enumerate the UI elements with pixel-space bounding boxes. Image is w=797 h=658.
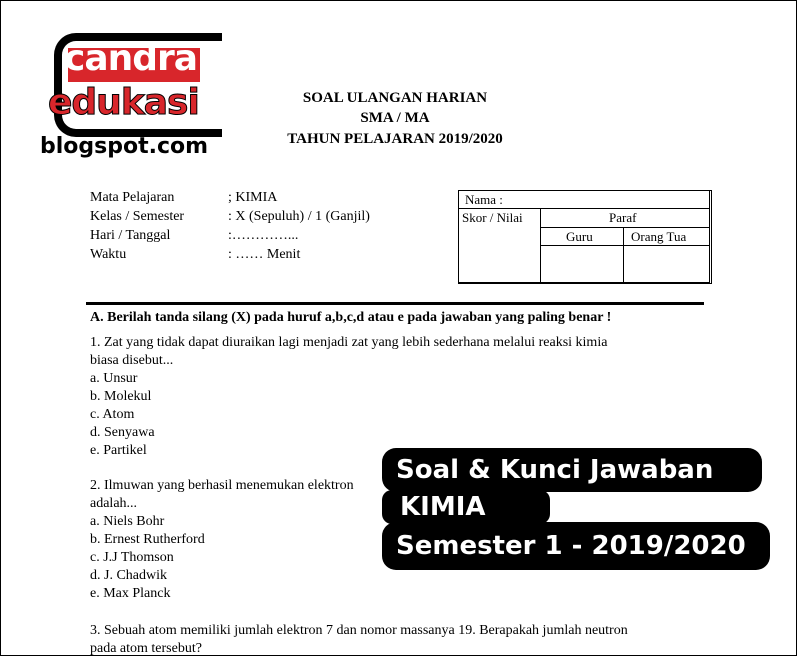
name-cell	[458, 190, 710, 209]
class-value: : X (Sepuluh) / 1 (Ganjil)	[228, 209, 370, 224]
title-line-1: SOAL ULANGAN HARIAN	[302, 90, 488, 106]
logo-edukasi: edukasi	[48, 82, 199, 123]
date-label: Hari / Tanggal	[90, 228, 171, 243]
score-cell	[458, 208, 541, 283]
paraf-label: Paraf	[609, 210, 637, 225]
section-rule	[86, 302, 704, 305]
question-2-line-2: adalah...	[90, 496, 138, 511]
guru-label: Guru	[566, 229, 593, 244]
q1-option-a: a. Unsur	[90, 371, 138, 386]
overlay-title: Soal & Kunci Jawaban	[382, 448, 762, 492]
title-line-2: SMA / MA	[360, 110, 430, 126]
table-divider	[540, 245, 710, 246]
score-table	[458, 190, 712, 284]
overlay-subject: KIMIA	[382, 490, 550, 524]
q1-option-c: c. Atom	[90, 407, 135, 422]
logo-candra: candra	[64, 38, 198, 79]
q1-option-e: e. Partikel	[90, 443, 147, 458]
question-2-line-1: 2. Ilmuwan yang berhasil menemukan elektron	[90, 478, 354, 493]
time-label: Waktu	[90, 247, 127, 262]
time-value: : …… Menit	[228, 247, 301, 262]
overlay-semester: Semester 1 - 2019/2020	[382, 522, 770, 570]
subject-label: Mata Pelajaran	[90, 190, 175, 205]
parent-label: Orang Tua	[631, 229, 687, 244]
title-line-3: TAHUN PELAJARAN 2019/2020	[287, 131, 503, 147]
q1-option-d: d. Senyawa	[90, 425, 155, 440]
question-1-line-1: 1. Zat yang tidak dapat diuraikan lagi menjadi zat yang lebih sederhana melalui reaksi kimia	[90, 335, 608, 350]
section-a-instruction: A. Berilah tanda silang (X) pada huruf a,b,c,d atau e pada jawaban yang paling benar !	[90, 310, 612, 325]
q1-option-b: b. Molekul	[90, 389, 152, 404]
score-label: Skor / Nilai	[462, 210, 523, 225]
guru-cell	[540, 227, 624, 283]
class-label: Kelas / Semester	[90, 209, 185, 224]
subject-value: ; KIMIA	[228, 190, 278, 205]
question-3-line-1: 3. Sebuah atom memiliki jumlah elektron 7 dan nomor massanya 19. Berapakah jumlah neutron	[90, 623, 628, 638]
logo-blogspot: blogspot.com	[40, 134, 209, 159]
date-value: :…………...	[228, 228, 299, 243]
question-3-line-2: pada atom tersebut?	[90, 641, 202, 656]
q2-option-d: d. J. Chadwik	[90, 568, 167, 583]
q2-option-a: a. Niels Bohr	[90, 514, 165, 529]
paraf-cell	[540, 208, 710, 228]
q2-option-b: b. Ernest Rutherford	[90, 532, 205, 547]
q2-option-c: c. J.J Thomson	[90, 550, 174, 565]
q2-option-e: e. Max Planck	[90, 586, 171, 601]
name-label: Nama :	[465, 192, 503, 207]
parent-cell	[623, 227, 710, 283]
question-1-line-2: biasa disebut...	[90, 353, 174, 368]
